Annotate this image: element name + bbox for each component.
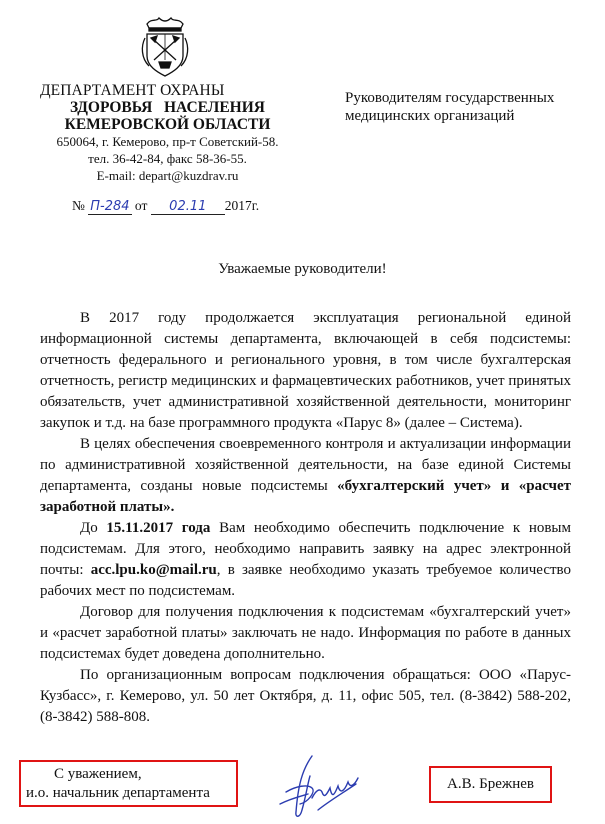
paragraph-2 [40,434,571,518]
deadline-date: 15.11.2017 года [106,520,211,536]
signer-name: А.В. Брежнев [447,776,534,792]
paragraph-4: Договор для получения подключения к подсистемам «бухгалтерский учет» и «расчет заработной платы» заключать не надо. Информация по работе в данных подсистемах будет доведена дополнительно. [40,604,571,662]
salutation: Уважаемые руководители! [218,261,387,277]
paragraph-2-bold: «бухгалтерский учет» и «расчет заработной платы». [40,478,571,515]
paragraph-3-text-a: До [80,520,107,536]
dept-phones: тел. 36-42-84, факс 58-36-55. [88,151,247,166]
addressee-line-1: Руководителям государственных [345,90,555,106]
paragraph-3-text-b: Вам необходимо обеспечить подключение к новым подсистемам. Для этого, необходимо направить заявку на адрес электронной почты: [40,520,571,578]
letter-body [40,308,571,728]
coat-of-arms-emblem [139,14,191,78]
signer-name-box [429,766,552,803]
dept-line-2: ЗДОРОВЬЯ НАСЕЛЕНИЯ [70,99,265,116]
dept-line-1: ДЕПАРТАМЕНТ ОХРАНЫ [40,82,225,99]
signer-position: и.о. начальник департамента [26,785,210,801]
registration-number: П-284 [90,199,130,214]
handwritten-signature [272,752,362,822]
paragraph-3 [40,518,571,602]
dept-line-3: КЕМЕРОВСКОЙ ОБЛАСТИ [64,116,271,133]
number-prefix: № [72,198,85,213]
from-label: от [134,198,148,213]
contact-email: acc.lpu.ko@mail.ru [90,562,217,578]
registration-year: 2017г. [224,198,260,213]
signer-position-box [19,760,238,807]
department-header [40,82,295,184]
regards-text: С уважением, [54,766,142,782]
addressee [345,89,585,125]
paragraph-1: В 2017 году продолжается эксплуатация региональной единой информационной системы департамента, включающей в себя подсистемы: отчетность федерального и регионального уровня, в том числе бухгалтерская отчетность, регистр медицинских и фармацевтических работников, учет принятых обязательств, учет административной хозяйственной деятельности, мониторинг закупок и т.д. на базе программного продукта «Парус 8» (далее – Система). [40,310,571,431]
addressee-line-2: медицинских организаций [345,108,515,124]
paragraph-2-text: В целях обеспечения своевременного контроля и актуализации информации по административной хозяйственной деятельности, на базе единой Системы департамента, созданы новые подсистемы [40,436,571,494]
paragraph-3-text-c: , в заявке необходимо указать требуемое количество рабочих мест по подсистемам. [40,562,572,599]
dept-email: E-mail: depart@kuzdrav.ru [96,168,239,183]
registration-line [72,198,259,215]
registration-date: 02.11 [151,199,225,215]
dept-address: 650064, г. Кемерово, пр-т Советский-58. [56,134,279,149]
paragraph-5: По организационным вопросам подключения обращаться: ООО «Парус-Кузбасс», г. Кемерово, ул. 50 лет Октября, д. 11, офис 505, тел. (8-3842) 588-202, (8-3842) 588-808. [40,667,571,725]
